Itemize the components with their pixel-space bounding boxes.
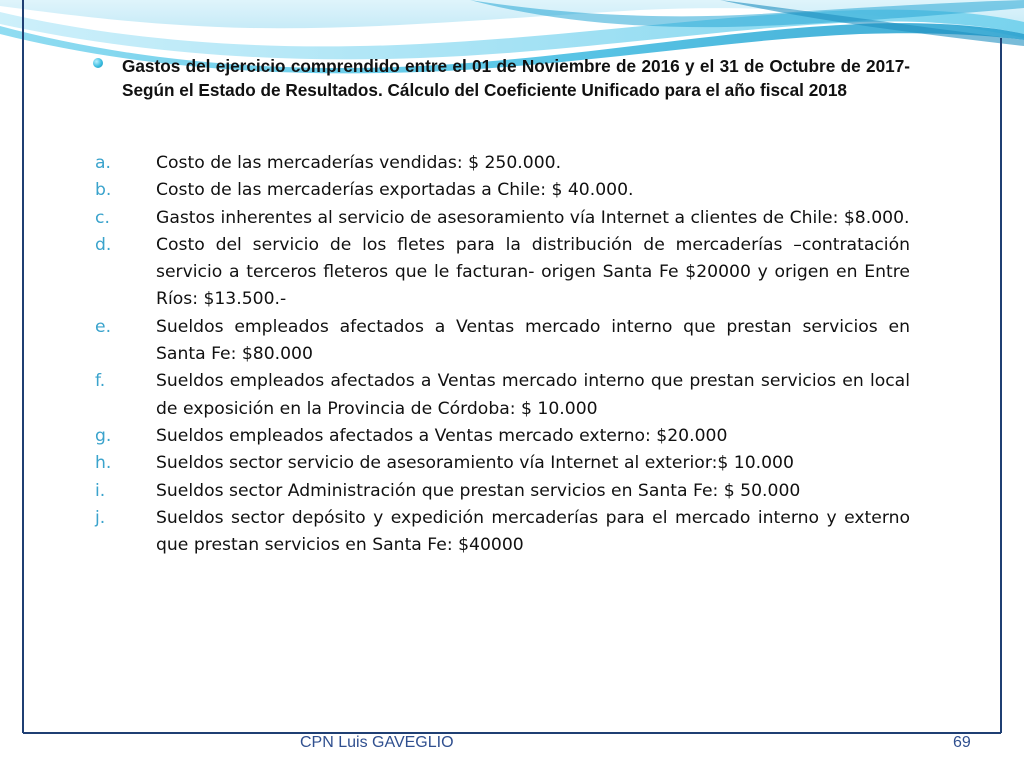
list-item-text: Costo de las mercaderías vendidas: $ 250.000. <box>156 153 562 173</box>
list-item-letter: g. <box>95 425 112 446</box>
list-item <box>95 205 910 232</box>
list-item <box>95 505 910 560</box>
list-item-letter: a. <box>95 153 111 173</box>
list-item-text: Costo del servicio de los fletes para la distribución de mercaderías –contratación servicio a terceros fleteros que le facturan- origen Santa Fe $20000 y origen en Entre Ríos: $13.500.- <box>156 234 910 310</box>
list-item-text: Sueldos empleados afectados a Ventas mercado interno que prestan servicios en Santa Fe: $80.000 <box>156 316 910 365</box>
list-item-letter: h. <box>95 453 112 474</box>
list-item-letter: b. <box>95 180 112 201</box>
list-item <box>95 177 910 204</box>
list-item <box>95 423 910 450</box>
list-item-text: Sueldos sector depósito y expedición mercaderías para el mercado interno y externo que prestan servicios en Santa Fe: $40000 <box>156 507 910 556</box>
list-item-letter: e. <box>95 316 112 337</box>
list-item-text: Sueldos sector servicio de asesoramiento vía Internet al exterior:$ 10.000 <box>156 453 794 474</box>
list-item <box>95 232 910 314</box>
list-item <box>95 150 910 177</box>
list-item <box>95 450 910 477</box>
list-item-text: Sueldos sector Administración que prestan servicios en Santa Fe: $ 50.000 <box>156 480 801 501</box>
list-item-letter: i. <box>95 480 106 501</box>
page-number: 69 <box>953 734 971 751</box>
list-item-text: Costo de las mercaderías exportadas a Chile: $ 40.000. <box>156 180 634 201</box>
list-item <box>95 478 910 505</box>
slide-title: Gastos del ejercicio comprendido entre el 01 de Noviembre de 2016 y el 31 de Octubre de 2017- Según el Estado de Resultados. Cálculo del Coeficiente Unificado para el año fiscal 2018 <box>122 56 910 100</box>
list-item-letter: c. <box>95 207 110 228</box>
list-item-letter: d. <box>95 234 112 255</box>
title-bullet-icon <box>93 58 103 68</box>
expense-list <box>95 150 910 559</box>
list-item-letter: j. <box>95 507 106 528</box>
list-item <box>95 314 910 369</box>
list-item <box>95 368 910 423</box>
list-item-text: Sueldos empleados afectados a Ventas mercado externo: $20.000 <box>156 425 728 446</box>
list-item-text: Sueldos empleados afectados a Ventas mercado interno que prestan servicios en local de exposición en la Provincia de Córdoba: $ 10.000 <box>156 371 910 419</box>
list-item-text: Gastos inherentes al servicio de asesoramiento vía Internet a clientes de Chile: $8.000. <box>156 207 910 228</box>
list-item-letter: f. <box>95 371 106 392</box>
footer-author: CPN Luis GAVEGLIO <box>300 734 454 751</box>
